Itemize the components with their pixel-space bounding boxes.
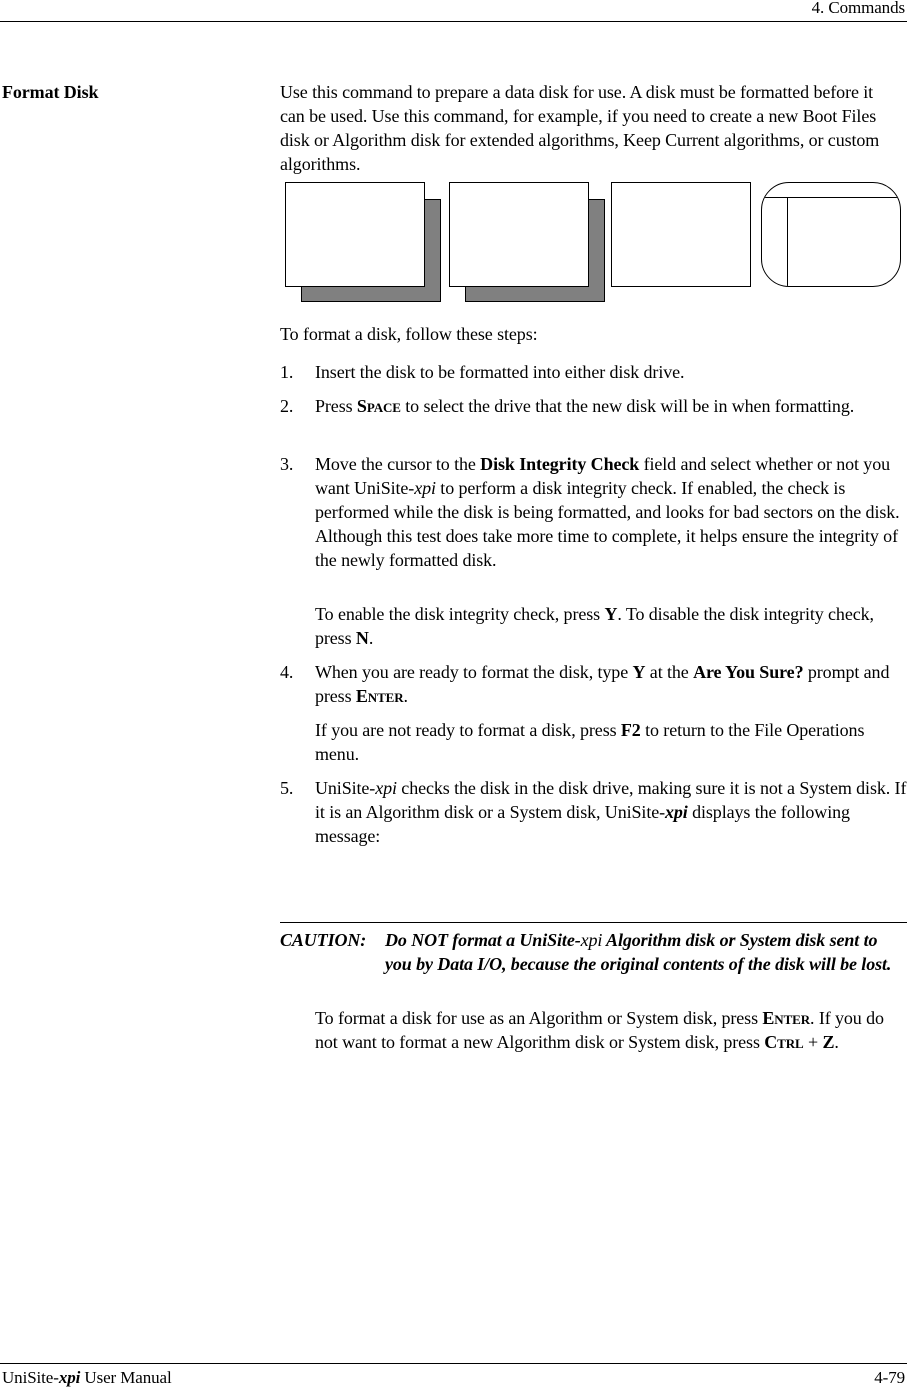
text-run: . bbox=[403, 686, 408, 706]
text-run: Use this command to prepare a data disk for use. A disk must be formatted before it can be used. Use this command, for example, if you need to create a new Boot Files disk or Algorithm disk for extended algorithms, Keep Current algorithms, or custom algorithms. bbox=[280, 82, 880, 174]
text-run: Do NOT format a UniSite- bbox=[385, 930, 581, 950]
step-number: 2. bbox=[280, 396, 294, 416]
text-run: Enter bbox=[762, 1008, 811, 1028]
text-run: N bbox=[355, 628, 369, 648]
footer-product: xpi bbox=[58, 1368, 81, 1387]
text-run: at the bbox=[645, 662, 694, 682]
caution-text bbox=[385, 928, 907, 976]
text-run: . To disable the disk integrity check, press bbox=[315, 604, 874, 648]
step-3 bbox=[315, 452, 907, 572]
text-run: xpi bbox=[665, 802, 688, 822]
step-5 bbox=[315, 776, 907, 848]
text-run: Space bbox=[356, 396, 401, 416]
caution-rule bbox=[280, 922, 907, 923]
text-run: If you are not ready to format a disk, press bbox=[315, 720, 621, 740]
text-run: to select the drive that the new disk will be in when formatting. bbox=[400, 396, 855, 416]
text-run: When you are ready to format the disk, type bbox=[315, 662, 633, 682]
step-number: 3. bbox=[280, 454, 294, 474]
caution-label: CAUTION: bbox=[280, 930, 367, 950]
text-run: checks the disk in the disk drive, making sure it is not a System disk. If it is an Algorithm disk or a System disk, UniSite- bbox=[315, 778, 907, 822]
footer-suffix: User Manual bbox=[80, 1368, 172, 1387]
text-run: Disk Integrity Check bbox=[480, 454, 640, 474]
text-run: to return to the File Operations menu. bbox=[315, 720, 865, 764]
text-run: To format a disk for use as an Algorithm or System disk, press bbox=[315, 1008, 763, 1028]
step-4-note bbox=[315, 718, 890, 766]
footer-prefix: UniSite- bbox=[2, 1368, 59, 1387]
text-run: UniSite- bbox=[315, 778, 376, 798]
steps-lead bbox=[280, 322, 900, 346]
step-number: 4. bbox=[280, 662, 294, 682]
text-run: Y bbox=[604, 604, 618, 624]
text-run: Press bbox=[315, 396, 357, 416]
text-run: . bbox=[834, 1032, 839, 1052]
after-caution-paragraph bbox=[315, 1006, 907, 1054]
text-run: F2 bbox=[620, 720, 641, 740]
step-1 bbox=[315, 360, 905, 384]
thumbnail-disk-icon bbox=[761, 182, 901, 287]
footer-rule bbox=[0, 1363, 907, 1364]
section-heading: Format Disk bbox=[2, 82, 99, 102]
text-run: xpi bbox=[375, 778, 397, 798]
thumbnail-screen-2 bbox=[449, 182, 589, 287]
thumbnail-screen-1 bbox=[285, 182, 425, 287]
text-run: displays the following message: bbox=[315, 802, 850, 846]
step-number: 5. bbox=[280, 778, 294, 798]
step-2 bbox=[315, 394, 885, 418]
text-run: Y bbox=[632, 662, 646, 682]
text-run: Move the cursor to the bbox=[315, 454, 481, 474]
text-run: Ctrl bbox=[764, 1032, 804, 1052]
text-run: . If you do not want to format a new Algorithm disk or System disk, press bbox=[315, 1008, 884, 1052]
text-run: Enter bbox=[355, 686, 404, 706]
text-run: Are You Sure? bbox=[693, 662, 804, 682]
text-run: . bbox=[368, 628, 374, 648]
text-run: + bbox=[803, 1032, 823, 1052]
text-run: Z bbox=[822, 1032, 835, 1052]
step-number: 1. bbox=[280, 362, 294, 382]
running-header: 4. Commands bbox=[811, 0, 905, 17]
intro-paragraph bbox=[280, 80, 890, 176]
text-run: xpi bbox=[580, 930, 603, 950]
footer-manual-title bbox=[2, 1366, 172, 1390]
thumbnail-screen-3 bbox=[611, 182, 751, 287]
text-run: to perform a disk integrity check. If enabled, the check is performed while the disk is being formatted, and looks for bad sectors on the disk. Although this test does take more time to complete, it helps ensure the integrity of the newly formatted disk. bbox=[315, 478, 900, 570]
text-run: To enable the disk integrity check, press bbox=[315, 604, 605, 624]
step-4 bbox=[315, 660, 907, 708]
text-run: Insert the disk to be formatted into either disk drive. bbox=[315, 362, 685, 382]
step-3-note bbox=[315, 602, 875, 650]
page-number: 4-79 bbox=[874, 1368, 905, 1387]
text-run: To format a disk, follow these steps: bbox=[280, 324, 538, 344]
text-run: Algorithm disk or System disk sent to you by Data I/O, because the original contents of the disk will be lost. bbox=[385, 930, 892, 974]
header-rule bbox=[0, 21, 907, 22]
text-run: prompt and press bbox=[315, 662, 890, 706]
text-run: xpi bbox=[414, 478, 436, 498]
text-run: field and select whether or not you want UniSite- bbox=[315, 454, 890, 498]
